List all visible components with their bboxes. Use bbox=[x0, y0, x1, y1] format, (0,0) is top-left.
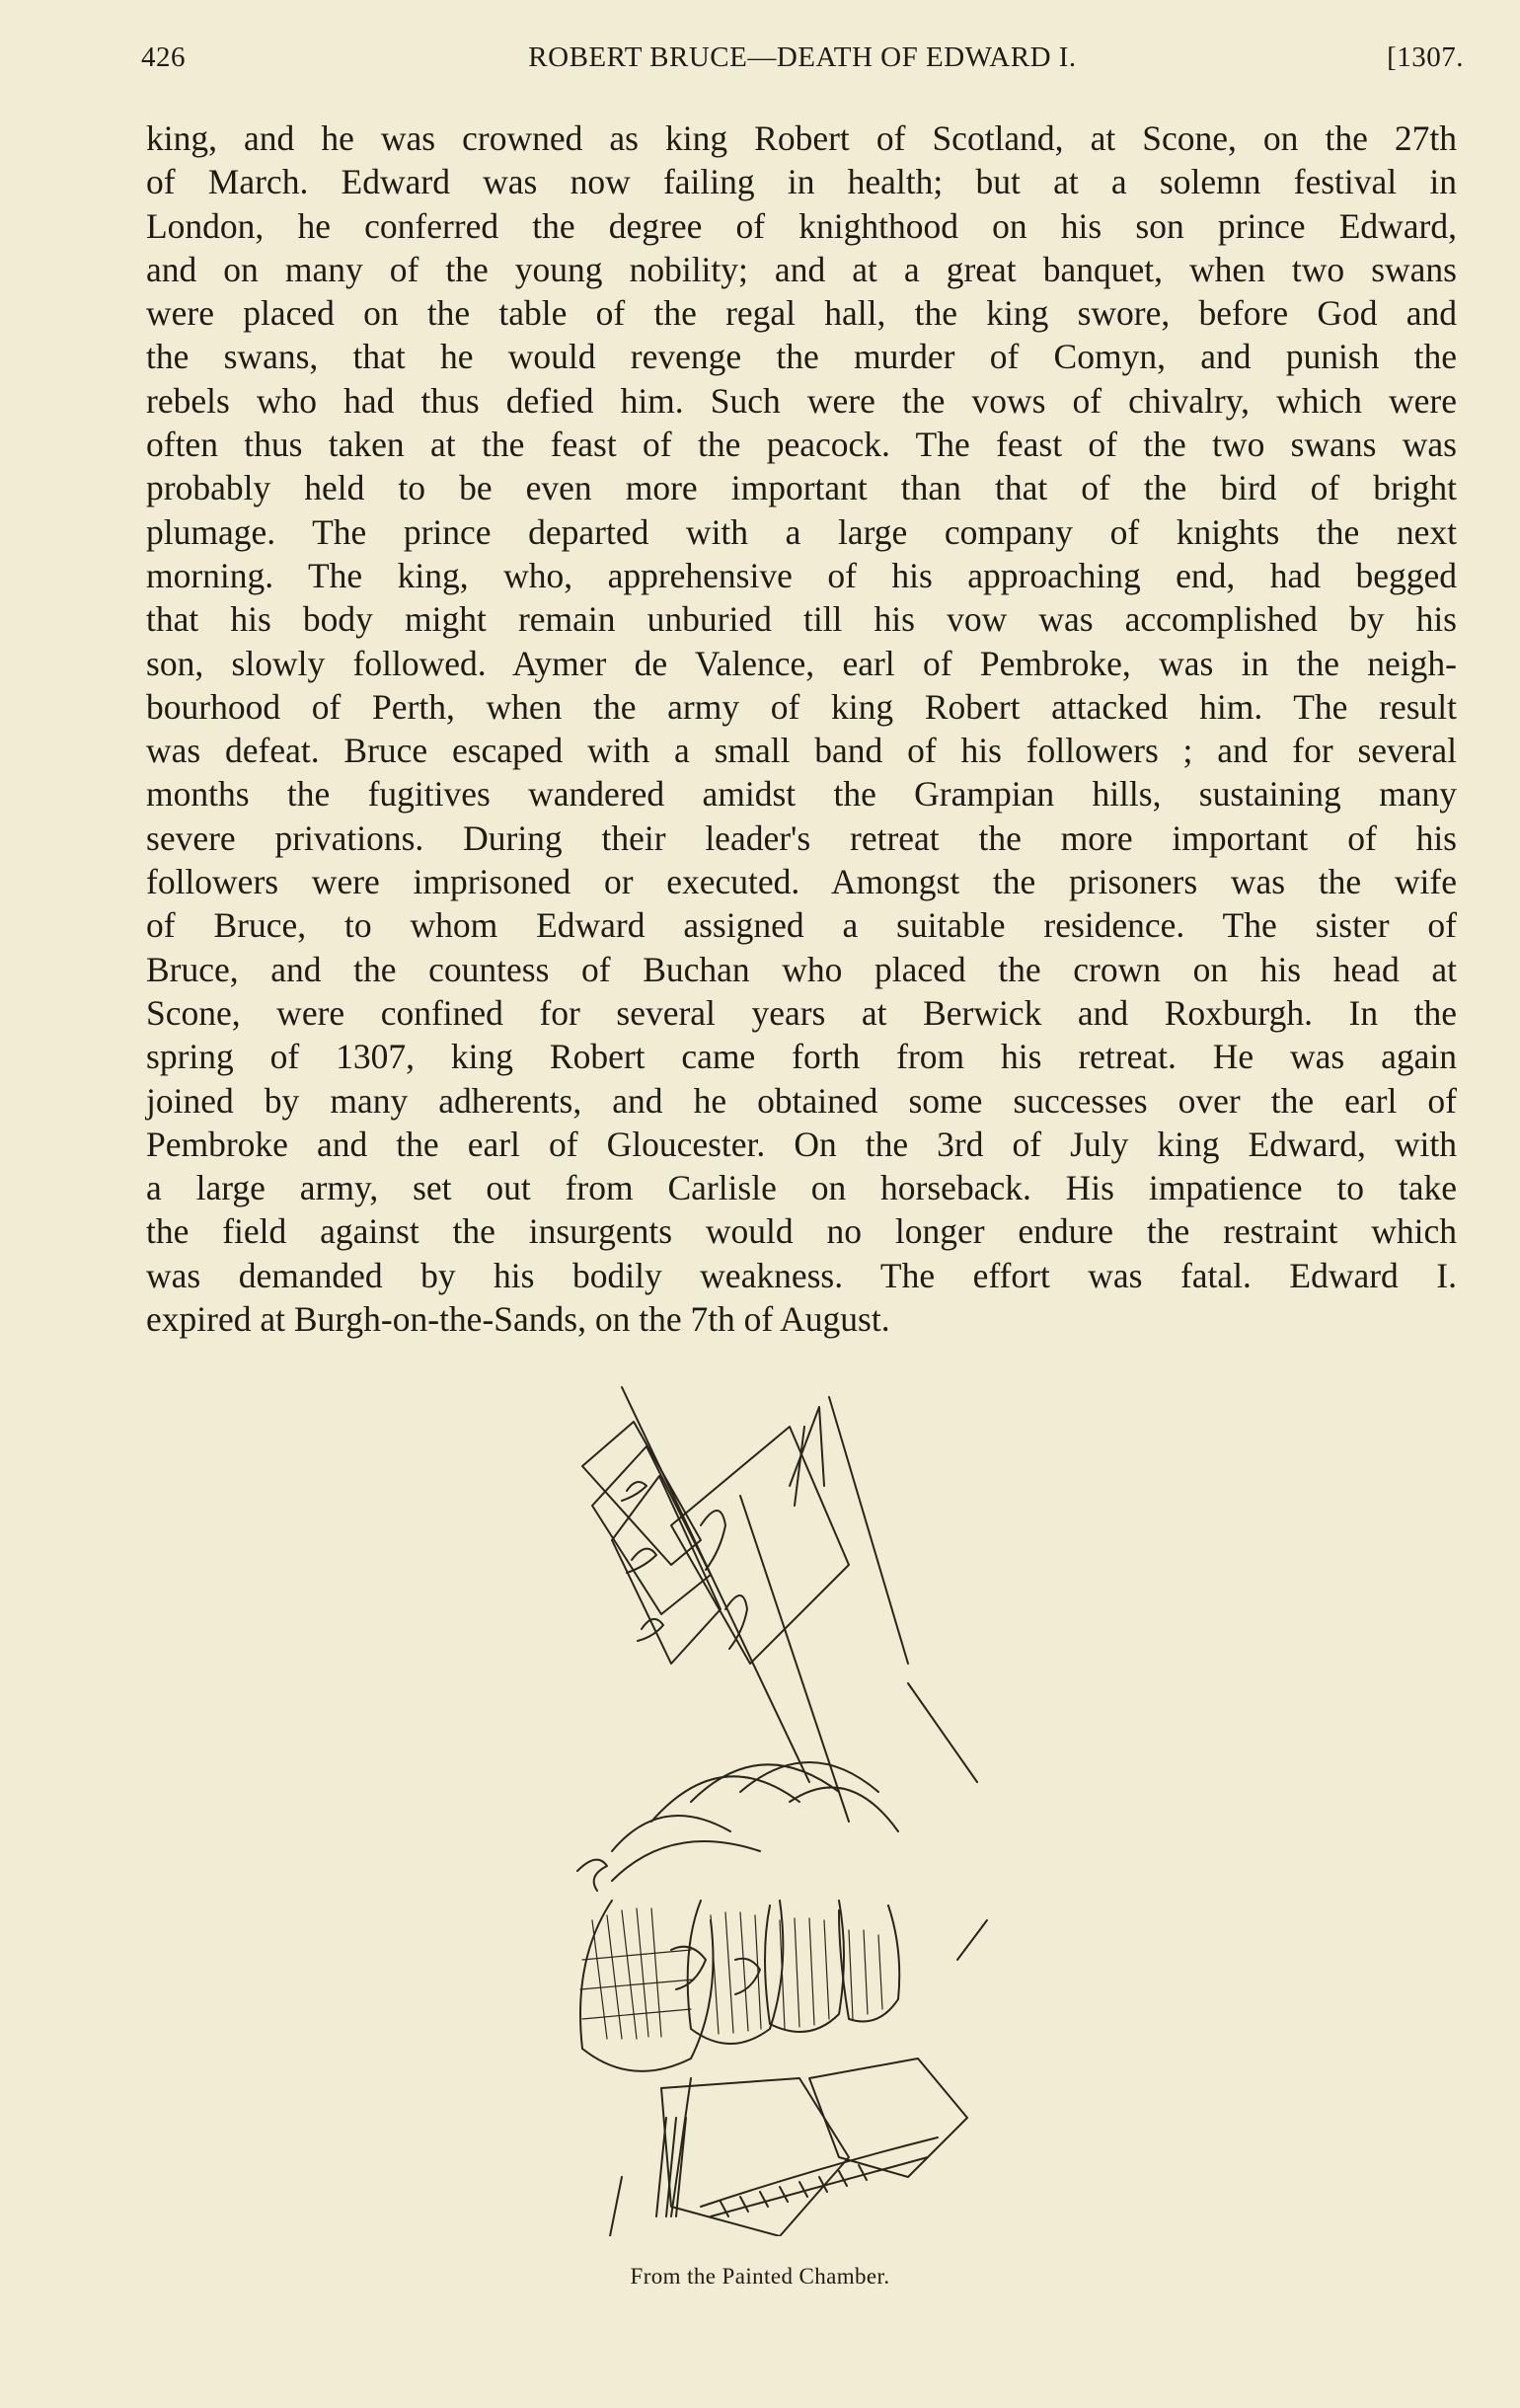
text-line: that his body might remain unburied till his vow was accomplished by his bbox=[146, 599, 1457, 640]
shields bbox=[602, 2058, 967, 2236]
text-line: was demanded by his bodily weakness. The effort was fatal. Edward I. bbox=[146, 1255, 1457, 1295]
header-year: [1307. bbox=[1387, 41, 1464, 73]
running-title: ROBERT BRUCE—DEATH OF EDWARD I. bbox=[528, 41, 1077, 73]
text-line: a large army, set out from Carlisle on horseback. His impatience to take bbox=[146, 1168, 1457, 1208]
text-line: the field against the insurgents would no longer endure the restraint which bbox=[146, 1211, 1457, 1252]
banner-right bbox=[671, 1397, 908, 1822]
text-line: Bruce, and the countess of Buchan who placed the crown on his head at bbox=[146, 949, 1457, 989]
text-line: Scone, were confined for several years at Berwick and Roxburgh. In the bbox=[146, 992, 1457, 1033]
text-line: plumage. The prince departed with a large company of knights the next bbox=[146, 511, 1457, 552]
knights-engraving bbox=[553, 1367, 1086, 2236]
text-line: probably held to be even more important than that of the bird of bright bbox=[146, 468, 1457, 508]
page-number: 426 bbox=[141, 41, 186, 73]
figure-caption: From the Painted Chamber. bbox=[630, 2264, 890, 2289]
banner-left bbox=[582, 1387, 809, 1782]
text-line: London, he conferred the degree of knighthood on his son prince Edward, bbox=[146, 205, 1457, 246]
text-line: of Bruce, to whom Edward assigned a suitable residence. The sister of bbox=[146, 905, 1457, 946]
spear-diagonal bbox=[908, 1683, 977, 1782]
text-line: were placed on the table of the regal hall, the king swore, before God and bbox=[146, 293, 1457, 334]
body-paragraph bbox=[146, 117, 1457, 1341]
text-line: king, and he was crowned as king Robert of Scotland, at Scone, on the 27th bbox=[146, 118, 1457, 158]
text-line: Pembroke and the earl of Gloucester. On the 3rd of July king Edward, with bbox=[146, 1124, 1457, 1164]
text-line: followers were imprisoned or executed. Amongst the prisoners was the wife bbox=[146, 862, 1457, 902]
text-line: joined by many adherents, and he obtained some successes over the earl of bbox=[146, 1080, 1457, 1121]
text-line: severe privations. During their leader's retreat the more important of his bbox=[146, 817, 1457, 858]
text-line: spring of 1307, king Robert came forth from his retreat. He was again bbox=[146, 1037, 1457, 1077]
text-line: of March. Edward was now failing in health; but at a solemn festival in bbox=[146, 162, 1457, 202]
text-line: months the fugitives wandered amidst the Grampian hills, sustaining many bbox=[146, 774, 1457, 815]
running-header bbox=[141, 41, 1464, 85]
text-line: and on many of the young nobility; and at a great banquet, when two swans bbox=[146, 249, 1457, 289]
text-line: was defeat. Bruce escaped with a small band of his followers ; and for several bbox=[146, 731, 1457, 771]
text-line: often thus taken at the feast of the peacock. The feast of the two swans was bbox=[146, 425, 1457, 465]
text-line: bourhood of Perth, when the army of king Robert attacked him. The result bbox=[146, 686, 1457, 727]
mail-hatching bbox=[580, 1908, 882, 2039]
text-line: the swans, that he would revenge the murder of Comyn, and punish the bbox=[146, 337, 1457, 377]
text-line: son, slowly followed. Aymer de Valence, earl of Pembroke, was in the neigh- bbox=[146, 643, 1457, 683]
text-line: morning. The king, who, apprehensive of his approaching end, had begged bbox=[146, 555, 1457, 595]
spear-tip bbox=[957, 1920, 987, 1960]
text-line: expired at Burgh-on-the-Sands, on the 7th of August. bbox=[146, 1299, 890, 1340]
helmets bbox=[577, 1762, 898, 1891]
text-line: rebels who had thus defied him. Such were the vows of chivalry, which were bbox=[146, 380, 1457, 421]
